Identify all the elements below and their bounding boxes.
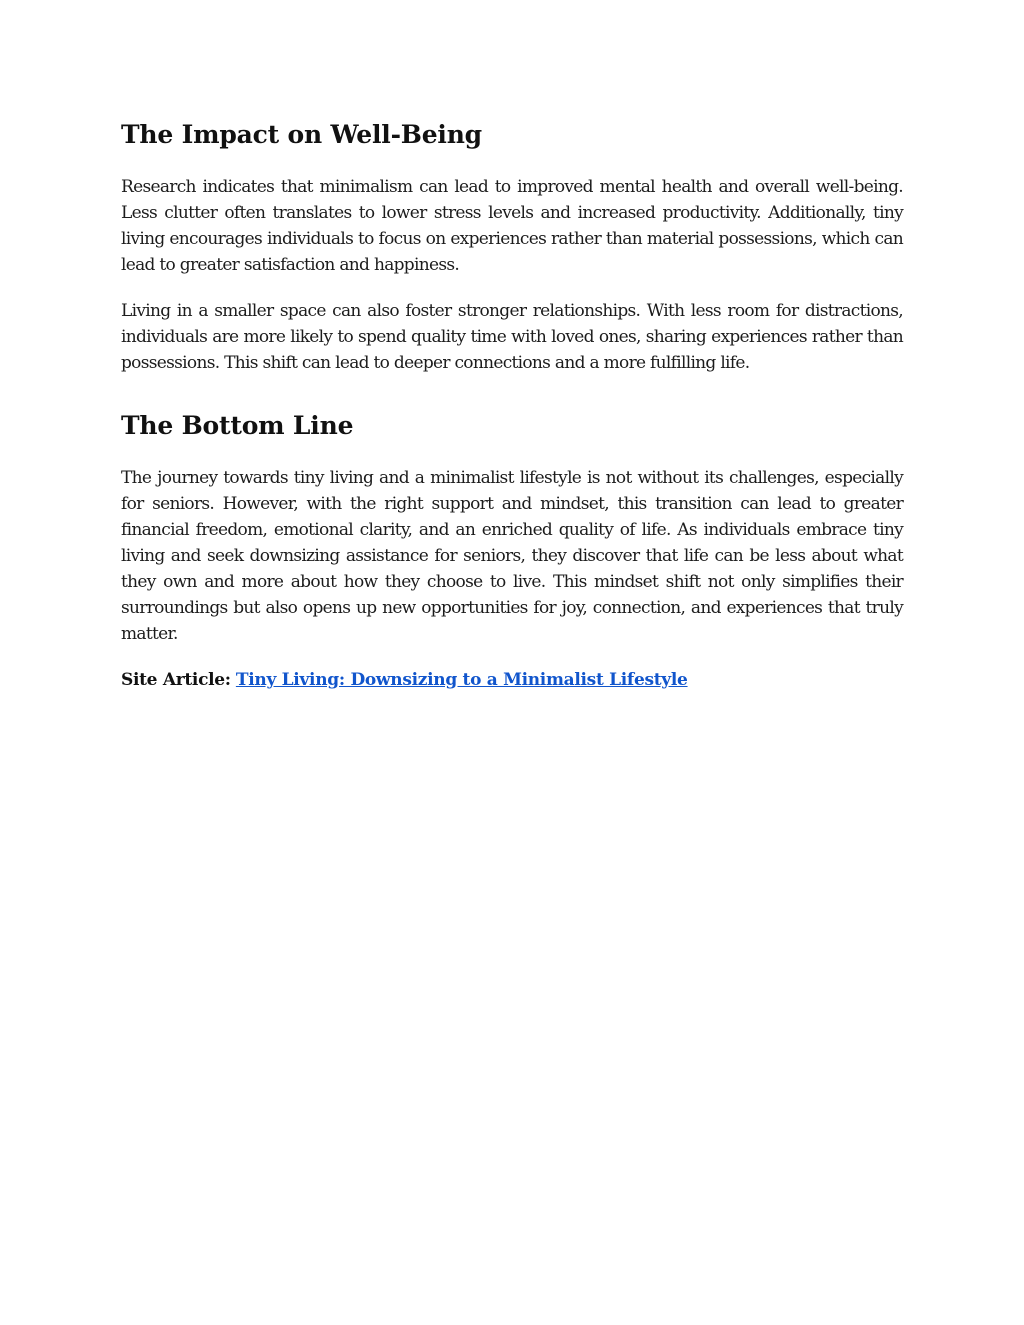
section-heading-impact: The Impact on Well-Being — [121, 120, 482, 149]
site-article-link[interactable]: Tiny Living: Downsizing to a Minimalist Lifestyle — [235, 670, 688, 690]
section-heading-bottom-line: The Bottom Line — [121, 411, 354, 440]
paragraph-bottom-line: The journey towards tiny living and a minimalist lifestyle is not without its challenges, especially for seniors. However, with the right support and mindset, this transition can lead to greater financial freedom, emotional clarity, and an enriched quality of life. As individuals embrace tiny living and seek downsizing assistance for seniors, they discover that life can be less about what they own and more about how they choose to live. This mindset shift not only simplifies their surroundings but also opens up new opportunities for joy, connection, and experiences that truly matter. — [121, 468, 903, 644]
paragraph-impact-relationships: Living in a smaller space can also foster stronger relationships. With less room for distractions, individuals are more likely to spend quality time with loved ones, sharing experiences rather than possessions. This shift can lead to deeper connections and a more fulfilling life. — [121, 301, 903, 373]
document-page — [121, 118, 903, 693]
paragraph-impact-research: Research indicates that minimalism can lead to improved mental health and overall well-being. Less clutter often translates to lower stress levels and increased productivity. Additionally, tiny living encourages individuals to focus on experiences rather than material possessions, which can lead to greater satisfaction and happiness. — [121, 177, 903, 275]
site-article-line — [121, 667, 903, 693]
site-article-label: Site Article: — [121, 670, 231, 690]
